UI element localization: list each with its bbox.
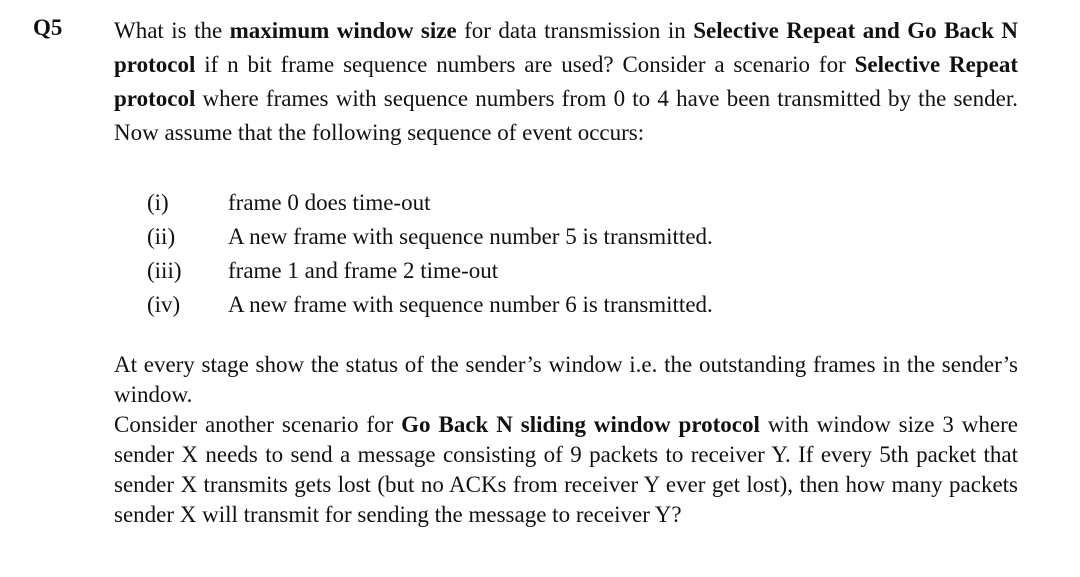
event-text: A new frame with sequence number 5 is transmitted. — [228, 224, 713, 249]
bold-text-run: maximum window size — [229, 18, 457, 43]
question-intro-paragraph — [114, 14, 1018, 150]
text-run: Consider another scenario for — [114, 412, 402, 437]
event-text: frame 1 and frame 2 time-out — [228, 258, 499, 283]
bold-text-run: Go Back N sliding window protocol — [401, 412, 760, 437]
event-number: (i) — [147, 190, 169, 215]
text-run: if n bit frame sequence numbers are used? Consider a scenario for — [195, 52, 855, 77]
question-followup — [114, 350, 1018, 530]
event-number: (iii) — [147, 258, 182, 283]
go-back-n-paragraph — [114, 410, 1018, 530]
event-text: A new frame with sequence number 6 is transmitted. — [228, 292, 713, 317]
event-text: frame 0 does time-out — [228, 190, 431, 215]
question-number: Q5 — [33, 15, 63, 40]
text-run: where frames with sequence numbers from 0 to 4 have been transmitted by the sender. Now assume that the following sequence of event occurs: — [114, 86, 1018, 145]
text-run: with window size 3 where sender X needs to send a message consisting of 9 packets to receiver Y. If every 5th packet that sender X transmits gets lost (but no ACKs from receiver Y ever get lost), then how many packets sender X will transmit for sending the message to receiver Y? — [114, 412, 1018, 527]
event-number: (ii) — [147, 224, 176, 249]
text-run: for data transmission in — [456, 18, 694, 43]
bold-text-run: Selective Repeat and Go Back N protocol — [114, 18, 1019, 77]
event-number: (iv) — [147, 292, 181, 317]
window-status-paragraph: At every stage show the status of the sender’s window i.e. the outstanding frames in the sender’s window. — [114, 352, 1018, 407]
text-run: What is the — [114, 18, 230, 43]
bold-text-run: Selective Repeat protocol — [114, 52, 1019, 111]
